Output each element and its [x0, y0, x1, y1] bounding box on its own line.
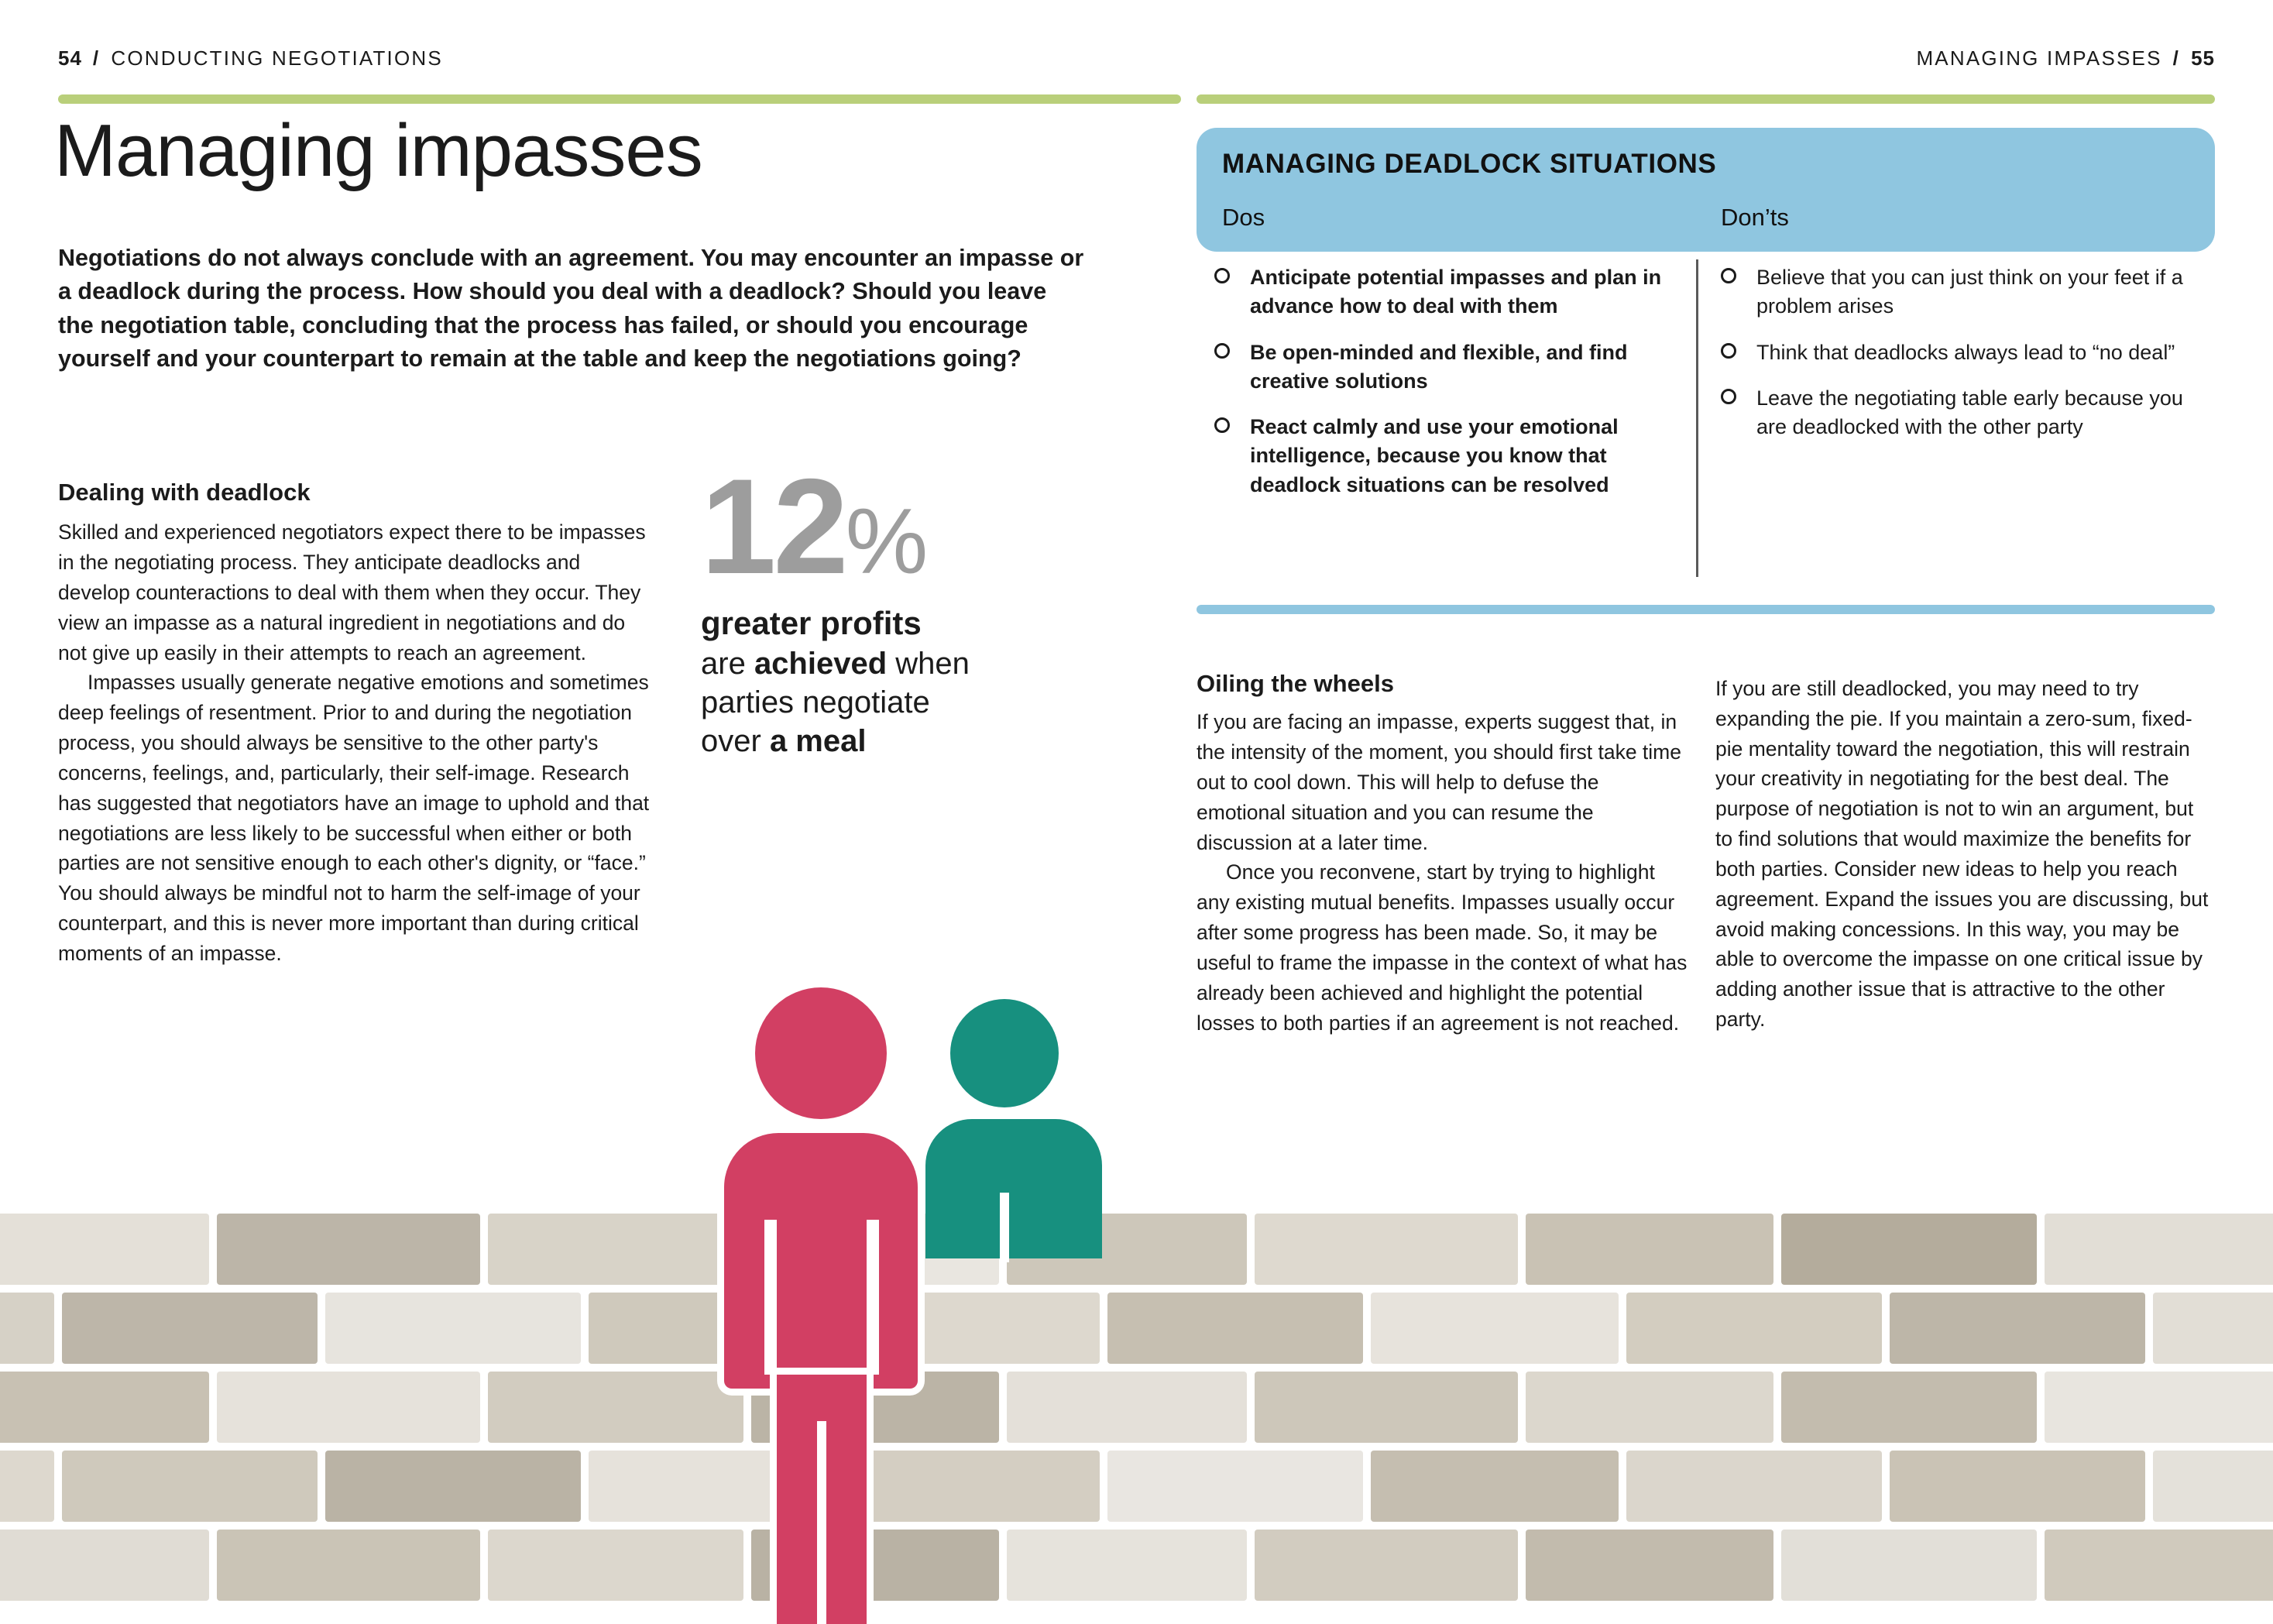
pink-figure-hip [777, 1375, 867, 1421]
list-item [1721, 338, 2201, 367]
dos-item-text: Anticipate potential impasses and plan in advance how to deal with them [1250, 266, 1662, 318]
intro-paragraph: Negotiations do not always conclude with an agreement. You may encounter an impasse or a deadlock during the process. How should you deal with a deadlock? Should you leave the negotiation table, concluding that the process has failed, or should you encourage yourself and your counterpart to remain at the table and keep the negotiations going? [58, 245, 1084, 372]
statistic-unit: % [845, 489, 927, 593]
circle-bullet-icon [1721, 389, 1736, 404]
teal-person-figure [925, 999, 1104, 1247]
donts-item-text: Believe that you can just think on your feet if a problem arises [1756, 266, 2183, 318]
panel-dos-label: Dos [1222, 204, 1265, 231]
section-heading-dealing-with-deadlock: Dealing with deadlock [58, 479, 311, 506]
list-item [1214, 338, 1679, 397]
left-paragraph-2: Impasses usually generate negative emotions and sometimes deep feelings of resentment. Prior to and during the negotiation process, you should always be sensitive to the other party's concerns, feelings, and, particularly, their self-image. Research has suggested that negotiators have an image to uphold and that negotiations are less likely to be successful when either or both parties are not sensitive enough to each other's dignity, or “face.” You should always be mindful not to harm the self-image of your counterpart, and this is never more important than during critical moments of an impasse. [58, 671, 650, 965]
right-paragraph-3: If you are still deadlocked, you may need to try expanding the pie. If you maintain a zero-sum, fixed-pie mentality toward the negotiation, this will restrain your creativity in negotiating for the best deal. The purpose of negotiation is not to win an argument, but to find solutions that would maximize the benefits for both parties. Consider new ideas to help you reach agreement. Expand the issues you are discussing, but avoid making concessions. In this way, you may be able to overcome the impasse on one critical issue by adding another issue that is attractive to the other party. [1715, 677, 2209, 1031]
list-item [1214, 263, 1679, 321]
running-head-section-right: MANAGING IMPASSES [1916, 46, 2162, 70]
statistic-number [701, 451, 1104, 603]
statistic-caption-line-4-bold: a meal [769, 723, 867, 758]
panel-donts-label: Don’ts [1721, 204, 1789, 231]
statistic-block [701, 451, 1104, 760]
page-number-right: 55 [2191, 46, 2215, 70]
list-item [1721, 384, 2201, 442]
list-item [1214, 413, 1679, 500]
running-head-right [1916, 46, 2215, 70]
page-title: Managing impasses [54, 109, 702, 192]
pink-figure-head [755, 987, 887, 1119]
statistic-value: 12 [701, 451, 846, 603]
pink-figure-torso [724, 1133, 918, 1389]
teal-figure-body [925, 1119, 1102, 1258]
panel-title: MANAGING DEADLOCK SITUATIONS [1222, 149, 1717, 179]
running-head-left [58, 46, 443, 70]
dos-item-text: Be open-minded and flexible, and find creative solutions [1250, 340, 1628, 393]
running-head-slash-left: / [92, 46, 101, 70]
statistic-caption-line-2-bold: achieved [754, 646, 888, 681]
running-head-section-left: CONDUCTING NEGOTIATIONS [111, 46, 443, 70]
left-paragraph-1: Skilled and experienced negotiators expect there to be impasses in the negotiating process. They anticipate deadlocks and develop counteractions to deal with them when they occur. They view an impasse as a natural ingredient in negotiations and do not give up easily in their attempts to reach an agreement. [58, 520, 646, 664]
left-body-column [58, 475, 651, 969]
statistic-caption-line-4 [701, 722, 1104, 760]
page-number-left: 54 [58, 46, 82, 70]
list-item [1721, 263, 2201, 321]
oiling-the-wheels-column [1197, 666, 1692, 1038]
teal-figure-head [950, 999, 1059, 1107]
statistic-caption [701, 603, 1104, 760]
statistic-caption-line-2 [701, 644, 1104, 683]
statistic-caption-line-1: greater profits [701, 605, 922, 641]
statistic-caption-line-4-plain: over [701, 723, 770, 758]
teal-figure-gap [1000, 1193, 1009, 1262]
brick-wall [0, 1206, 2273, 1624]
circle-bullet-icon [1214, 268, 1230, 283]
green-rule-left [58, 94, 1181, 104]
statistic-caption-line-2-plain-2: when [887, 646, 970, 681]
pink-figure-left-arm-gap [764, 1220, 777, 1375]
donts-item-text: Think that deadlocks always lead to “no deal” [1756, 340, 2175, 364]
circle-bullet-icon [1214, 343, 1230, 359]
circle-bullet-icon [1721, 343, 1736, 359]
circle-bullet-icon [1214, 417, 1230, 433]
managing-deadlock-panel [1197, 128, 2215, 252]
green-rule-right [1197, 94, 2215, 104]
pink-person-figure [716, 987, 941, 1624]
statistic-caption-line-3: parties negotiate [701, 685, 930, 719]
donts-item-text: Leave the negotiating table early because you are deadlocked with the other party [1756, 386, 2183, 438]
blue-rule [1197, 605, 2215, 614]
expanding-the-pie-column [1715, 674, 2215, 1035]
circle-bullet-icon [1721, 268, 1736, 283]
statistic-caption-line-2-plain-1: are [701, 646, 754, 681]
dos-item-text: React calmly and use your emotional intelligence, because you know that deadlock situations can be resolved [1250, 415, 1619, 496]
pink-figure-right-arm-gap [867, 1220, 879, 1375]
right-paragraph-2: Once you reconvene, start by trying to highlight any existing mutual benefits. Impasses usually occur after some progress has been made. So, it may be useful to frame the impasse in the context of what has already been achieved and highlight the potential losses to both parties if an agreement is not reached. [1197, 860, 1688, 1035]
right-paragraph-1: If you are facing an impasse, experts suggest that, in the intensity of the moment, you should first take time out to cool down. This will help to defuse the emotional situation and you can resume the discussion at a later time. [1197, 710, 1681, 854]
panel-divider [1696, 259, 1698, 577]
running-head-slash-right: / [2172, 46, 2181, 70]
donts-list [1721, 263, 2201, 458]
section-heading-oiling-the-wheels: Oiling the wheels [1197, 670, 1394, 697]
dos-list [1214, 263, 1679, 517]
